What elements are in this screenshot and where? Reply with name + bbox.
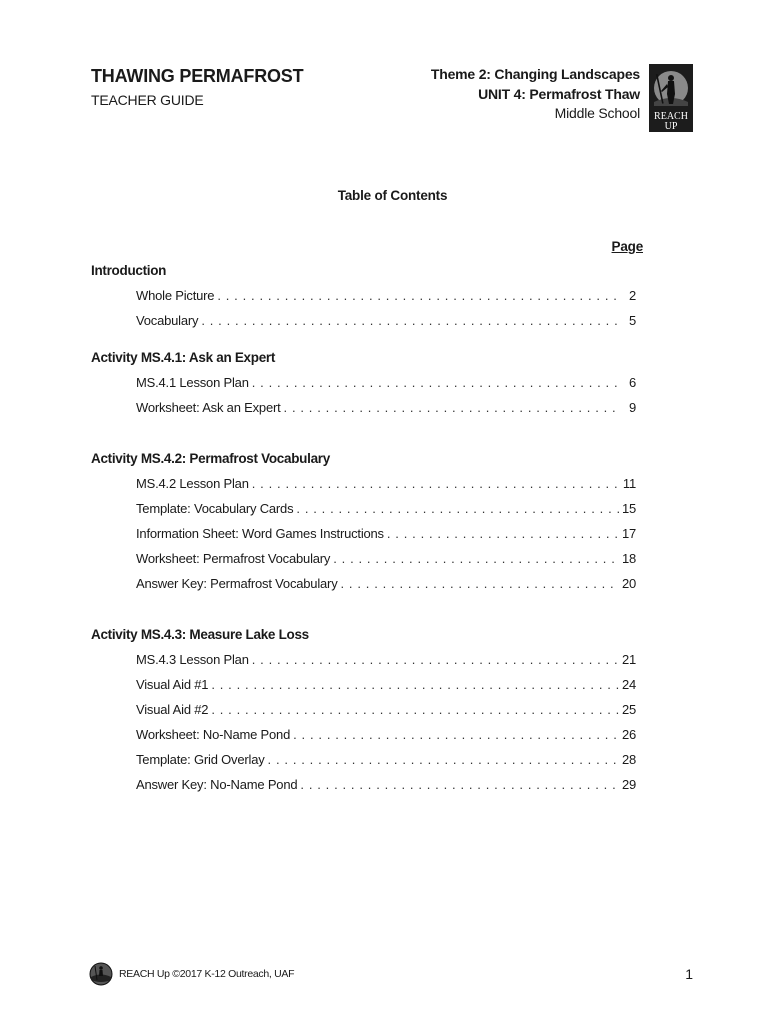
section-heading: Activity MS.4.2: Permafrost Vocabulary xyxy=(91,451,330,466)
page-number: 1 xyxy=(685,966,693,982)
dot-leader xyxy=(296,501,619,516)
dot-leader xyxy=(252,652,619,667)
toc-entry-label: MS.4.1 Lesson Plan xyxy=(136,375,249,390)
toc-entry-page: 2 xyxy=(628,288,636,303)
toc-entry-page: 9 xyxy=(628,400,636,415)
dot-leader xyxy=(284,400,619,415)
toc-entry-label: Visual Aid #2 xyxy=(136,702,209,717)
toc-entry-page: 5 xyxy=(628,313,636,328)
toc-entry-label: Answer Key: Permafrost Vocabulary xyxy=(136,576,338,591)
dot-leader xyxy=(300,777,619,792)
toc-entry[interactable] xyxy=(136,652,636,667)
toc-entry-label: MS.4.2 Lesson Plan xyxy=(136,476,249,491)
toc-entry[interactable] xyxy=(136,752,636,767)
dot-leader xyxy=(217,288,619,303)
toc-entry-page: 6 xyxy=(628,375,636,390)
level-label: Middle School xyxy=(554,105,640,121)
toc-entry[interactable] xyxy=(136,476,636,491)
toc-entry-label: Information Sheet: Word Games Instructions xyxy=(136,526,384,541)
dot-leader xyxy=(252,375,619,390)
unit-info xyxy=(431,65,640,124)
dot-leader xyxy=(268,752,619,767)
toc-entry[interactable] xyxy=(136,576,636,591)
toc-entry-page: 29 xyxy=(621,777,636,792)
toc-entry-label: Worksheet: Ask an Expert xyxy=(136,400,281,415)
unit-label: UNIT 4: Permafrost Thaw xyxy=(478,85,640,102)
toc-entry[interactable] xyxy=(136,375,636,390)
logo-text-reach: REACH xyxy=(654,111,688,122)
toc-entry-page: 21 xyxy=(621,652,636,667)
toc-entry-page: 20 xyxy=(621,576,636,591)
dot-leader xyxy=(211,702,619,717)
dot-leader xyxy=(387,526,619,541)
toc-entry-label: Vocabulary xyxy=(136,313,199,328)
toc-entry-page: 28 xyxy=(621,752,636,767)
dot-leader xyxy=(252,476,619,491)
toc-entry-page: 18 xyxy=(621,551,636,566)
dot-leader xyxy=(201,313,619,328)
toc-entry-label: Template: Vocabulary Cards xyxy=(136,501,294,516)
toc-entry[interactable] xyxy=(136,702,636,717)
toc-entry-page: 26 xyxy=(621,727,636,742)
dot-leader xyxy=(341,576,619,591)
toc-entry-label: Template: Grid Overlay xyxy=(136,752,265,767)
toc-entry-label: Worksheet: No-Name Pond xyxy=(136,727,291,742)
theme-label: Theme 2: Changing Landscapes xyxy=(430,66,640,82)
toc-entry-page: 25 xyxy=(621,702,636,717)
toc-entry[interactable] xyxy=(136,526,636,541)
toc-entry[interactable] xyxy=(136,777,636,792)
toc-entry-page: 11 xyxy=(622,476,636,491)
toc-entry[interactable] xyxy=(136,551,636,566)
section-heading: Activity MS.4.1: Ask an Expert xyxy=(91,350,276,365)
toc-entry[interactable] xyxy=(136,288,636,303)
document-title: THAWING PERMAFROST xyxy=(91,66,304,86)
toc-entry[interactable] xyxy=(136,400,636,415)
section-heading: Activity MS.4.3: Measure Lake Loss xyxy=(91,627,309,642)
reach-up-logo-graphic xyxy=(648,64,694,132)
toc-entry-label: Worksheet: Permafrost Vocabulary xyxy=(136,551,331,566)
toc-entry-label: Visual Aid #1 xyxy=(136,677,209,692)
toc-entry[interactable] xyxy=(136,727,636,742)
document-subtitle: TEACHER GUIDE xyxy=(91,92,204,108)
logo-text-up: UP xyxy=(664,121,678,132)
section-heading: Introduction xyxy=(91,263,167,278)
toc-entry-label: MS.4.3 Lesson Plan xyxy=(136,652,249,667)
toc-entry-page: 15 xyxy=(621,501,636,516)
toc-title: Table of Contents xyxy=(337,188,448,203)
footer-credit: REACH Up ©2017 K-12 Outreach, UAF xyxy=(119,968,295,980)
dot-leader xyxy=(333,551,619,566)
page-column-heading: Page xyxy=(611,239,643,254)
toc-entry-page: 24 xyxy=(621,677,636,692)
toc-entry-page: 17 xyxy=(621,526,636,541)
toc-entry-label: Whole Picture xyxy=(136,288,215,303)
toc-entry[interactable] xyxy=(136,313,636,328)
footer xyxy=(89,962,294,986)
reach-up-logo xyxy=(648,64,694,132)
toc-entry[interactable] xyxy=(136,501,636,516)
toc-entry-label: Answer Key: No-Name Pond xyxy=(136,777,298,792)
dot-leader xyxy=(211,677,619,692)
reach-up-icon xyxy=(89,962,113,986)
toc-entry[interactable] xyxy=(136,677,636,692)
dot-leader xyxy=(293,727,619,742)
